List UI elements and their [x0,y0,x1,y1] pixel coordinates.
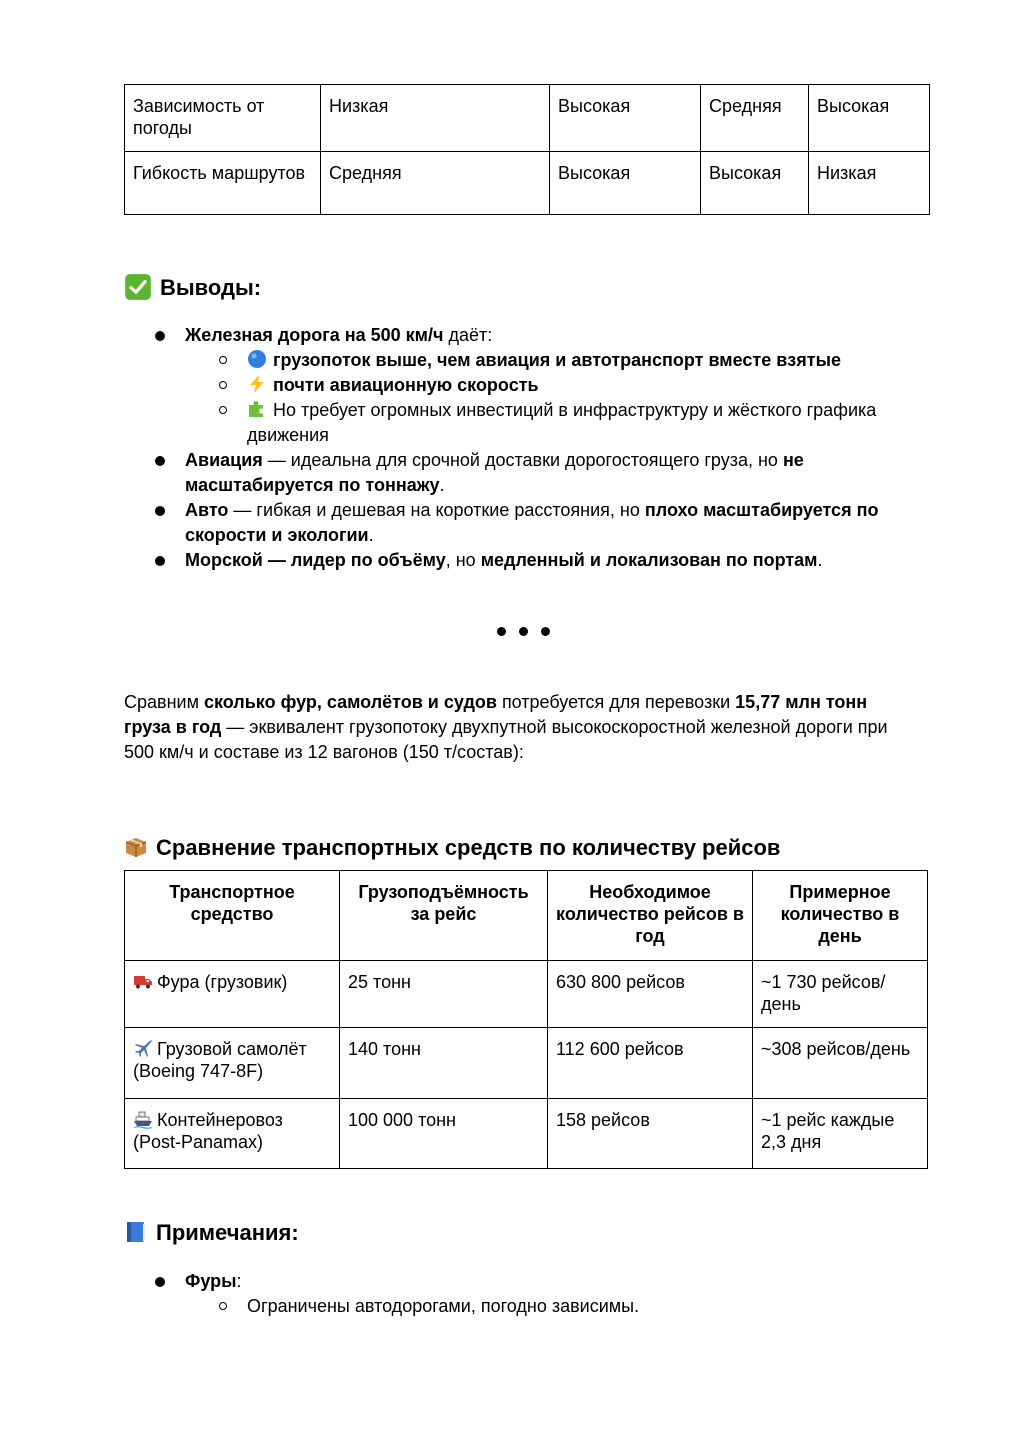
paragraph-line: 500 км/ч и составе из 12 вагонов (150 т/состав): [124,742,524,762]
sub-bullet-icon [219,406,227,414]
blue-book-icon [124,1220,148,1244]
table-cell: Высокая [550,85,701,152]
list-item-continuation: скорости и экологии. [185,525,374,545]
bullet-icon [155,506,165,516]
list-item: грузопоток выше, чем авиация и автотранспорт вместе взятые [247,348,841,373]
column-header: Грузоподъёмность за рейс [340,871,548,961]
package-icon [124,835,148,859]
table-cell: Средняя [321,152,550,215]
paragraph-line: Сравним сколько фур, самолётов и судов потребуется для перевозки 15,77 млн тонн [124,692,868,712]
table-cell: ~1 рейс каждые 2,3 дня [753,1099,928,1169]
conclusions-heading [124,273,261,302]
table-cell: ~1 730 рейсов/день [753,961,928,1028]
sub-bullet-icon [219,356,227,364]
bullet-icon [155,331,165,341]
table-cell: 158 рейсов [548,1099,753,1169]
table-cell: Зависимость от погоды [125,85,321,152]
bullet-icon [155,456,165,466]
list-item-continuation: масштабируется по тоннажу. [185,475,445,495]
table-row [125,1099,928,1169]
properties-table [124,84,930,215]
table-cell: Средняя [701,85,809,152]
puzzle-icon [247,399,267,419]
airplane-icon [133,1038,153,1058]
vehicle-cell: Контейнеровоз (Post-Panamax) [125,1099,340,1169]
comparison-table [124,870,928,1169]
column-header: Транспортное средство [125,871,340,961]
list-item: почти авиационную скорость [247,373,539,398]
blue-circle-icon [247,349,267,369]
table-cell: 112 600 рейсов [548,1028,753,1099]
table-cell: Высокая [550,152,701,215]
table-cell: 140 тонн [340,1028,548,1099]
comparison-heading [124,834,780,862]
bullet-icon [155,556,165,566]
list-item: Авиация — идеальна для срочной доставки дорогостоящего груза, но не [185,450,804,470]
sub-bullet-icon [219,381,227,389]
list-item: Но требует огромных инвестиций в инфраструктуру и жёсткого графика [247,398,876,423]
list-item: Ограничены автодорогами, погодно зависимы. [247,1296,640,1316]
vehicle-cell: Фура (грузовик) [125,961,340,1028]
ship-icon [133,1109,153,1129]
table-cell: ~308 рейсов/день [753,1028,928,1099]
lightning-icon [247,374,267,394]
table-row [125,152,930,215]
truck-icon [133,971,153,991]
table-cell: 100 000 тонн [340,1099,548,1169]
table-cell: Низкая [809,152,930,215]
table-cell: 630 800 рейсов [548,961,753,1028]
table-row [125,961,928,1028]
vehicle-cell: Грузовой самолёт (Boeing 747-8F) [125,1028,340,1099]
column-header: Примерное количество в день [753,871,928,961]
list-item: Морской — лидер по объёму, но медленный и локализован по портам. [185,550,823,570]
list-item: Железная дорога на 500 км/ч даёт: [185,325,493,345]
table-header-row [125,871,928,961]
table-cell: Высокая [809,85,930,152]
table-cell: Низкая [321,85,550,152]
list-item: Авто — гибкая и дешевая на короткие расстояния, но плохо масштабируется по [185,500,879,520]
table-row [125,85,930,152]
comparison-title: Сравнение транспортных средств по количеству рейсов [156,835,781,860]
table-cell: 25 тонн [340,961,548,1028]
list-item: Фуры: [185,1271,242,1291]
table-cell: Высокая [701,152,809,215]
table-cell: Гибкость маршрутов [125,152,321,215]
conclusions-title: Выводы: [160,275,262,300]
check-mark-icon [124,273,152,301]
paragraph-line: груза в год — эквивалент грузопотоку двухпутной высокоскоростной железной дороги при [124,717,888,737]
notes-title: Примечания: [156,1220,299,1245]
bullet-icon [155,1277,165,1287]
table-row [125,1028,928,1099]
sub-bullet-icon [219,1302,227,1310]
section-separator [497,627,557,637]
list-item-continuation: движения [247,425,329,445]
column-header: Необходимое количество рейсов в год [548,871,753,961]
notes-heading [124,1219,299,1247]
